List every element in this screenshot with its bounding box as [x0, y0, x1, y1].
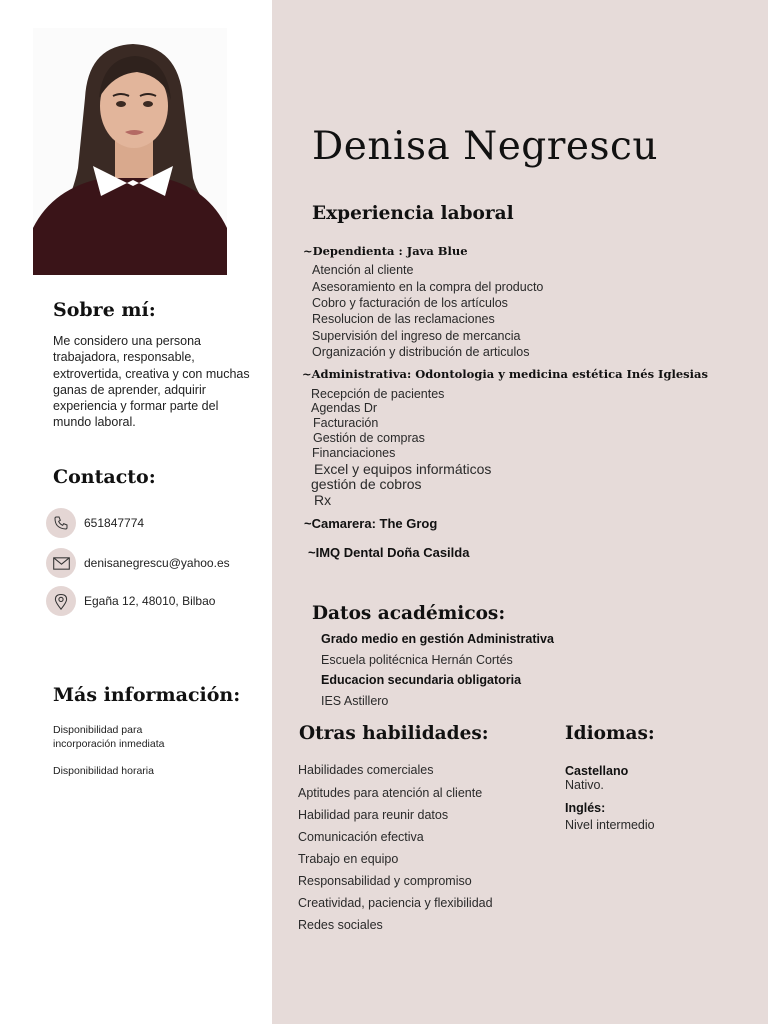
candidate-name: Denisa Negrescu [312, 124, 658, 169]
job-task: Cobro y facturación de los artículos [312, 296, 508, 310]
phone-icon [46, 508, 76, 538]
contact-address: Egaña 12, 48010, Bilbao [84, 594, 216, 608]
experience-heading: Experiencia laboral [312, 203, 514, 224]
about-text: Me considero una persona trabajadora, responsable, extrovertida, creativa y con muchas ganas de aprender, adquirir experiencia y formar parte del mundo laboral. [53, 334, 250, 430]
education-school: Escuela politécnica Hernán Cortés [321, 653, 513, 667]
language-name: Castellano [565, 764, 629, 778]
language-level: Nativo. [565, 778, 604, 792]
job-task: Facturación [313, 416, 379, 430]
mail-icon [46, 548, 76, 578]
job-task: Asesoramiento en la compra del producto [312, 280, 544, 294]
skill-item: Creatividad, paciencia y flexibilidad [298, 896, 493, 910]
job-task: gestión de cobros [311, 476, 422, 492]
education-degree: Educacion secundaria obligatoria [321, 673, 522, 687]
skill-item: Comunicación efectiva [298, 830, 424, 844]
contact-address-row [46, 586, 215, 616]
job-task: Rx [314, 492, 332, 508]
job-task: Excel y equipos informáticos [314, 461, 492, 477]
skill-item: Responsabilidad y compromiso [298, 874, 472, 888]
contact-phone: 651847774 [84, 516, 145, 530]
job-task: Resolucion de las reclamaciones [312, 312, 495, 326]
skill-item: Redes sociales [298, 918, 383, 932]
job-title: ~Administrativa: Odontologia y medicina estética Inés Iglesias [302, 367, 708, 381]
contact-email: denisanegrescu@yahoo.es [84, 556, 230, 570]
job-task: Supervisión del ingreso de mercancia [312, 329, 521, 343]
job-task: Financiaciones [312, 446, 396, 460]
skill-item: Habilidad para reunir datos [298, 808, 449, 822]
language-name: Inglés: [565, 801, 606, 815]
job-title: ~IMQ Dental Doña Casilda [308, 545, 470, 560]
contact-email-row [46, 548, 230, 578]
job-task: Agendas Dr [311, 401, 378, 415]
language-level: Nivel intermedio [565, 818, 655, 832]
job-title: ~Camarera: The Grog [304, 516, 438, 531]
job-task: Recepción de pacientes [311, 387, 445, 401]
skill-item: Aptitudes para atención al cliente [298, 786, 483, 800]
job-task: Gestión de compras [313, 431, 425, 445]
education-school: IES Astillero [321, 694, 389, 708]
contact-heading: Contacto: [53, 466, 156, 488]
education-degree: Grado medio en gestión Administrativa [321, 632, 554, 646]
skill-item: Habilidades comerciales [298, 763, 434, 777]
job-task: Organización y distribución de articulos [312, 345, 530, 359]
education-heading: Datos académicos: [312, 603, 506, 624]
more-info-item: Disponibilidad horaria [53, 765, 154, 777]
skills-heading: Otras habilidades: [299, 723, 489, 744]
profile-photo [33, 28, 227, 275]
location-pin-icon [46, 586, 76, 616]
profile-photo-graphic [33, 28, 227, 275]
job-task: Atención al cliente [312, 263, 414, 277]
about-heading: Sobre mí: [53, 299, 156, 321]
contact-phone-row [46, 508, 144, 538]
sidebar [0, 0, 272, 1024]
languages-heading: Idiomas: [565, 723, 655, 744]
more-info-heading: Más información: [53, 684, 241, 706]
more-info-item: Disponibilidad para incorporación inmediata [53, 724, 165, 750]
skill-item: Trabajo en equipo [298, 852, 399, 866]
job-title: ~Dependienta : Java Blue [303, 244, 468, 258]
